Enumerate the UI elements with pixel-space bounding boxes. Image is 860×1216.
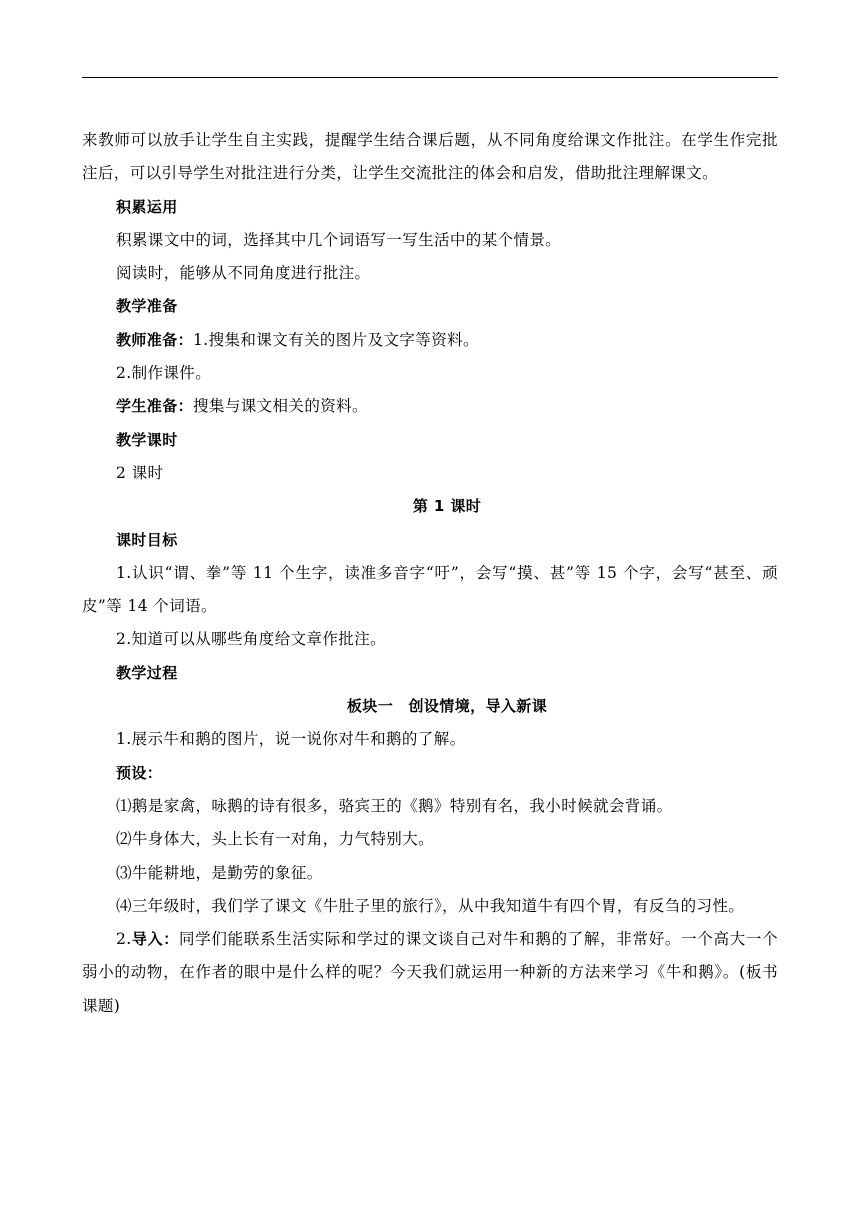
preset-label: 预设：	[116, 763, 163, 782]
step-2-label: 导入：	[131, 930, 179, 949]
teacher-preparation-item-2: 2.制作课件。	[116, 364, 212, 383]
accumulate-line-2: 阅读时，能够从不同角度进行批注。	[116, 264, 371, 283]
preset-item-4: ⑷三年级时，我们学了课文《牛肚子里的旅行》，从中我知道牛有四个胃，有反刍的习性。	[116, 896, 745, 915]
hours-heading: 教学课时	[116, 430, 178, 449]
goal-1: 1.认识“谓、拳”等 11 个生字，读准多音字“吁”，会写“摸、甚”等 15 个字，会写“甚至、顽皮”等 14 个词语。	[82, 563, 778, 616]
teacher-preparation-label: 教师准备：	[116, 330, 194, 349]
student-preparation-label: 学生准备：	[116, 397, 194, 416]
preset-item-3: ⑶牛能耕地，是勤劳的象征。	[116, 863, 323, 882]
preset-item-1: ⑴鹅是家禽，咏鹅的诗有很多，骆宾王的《鹅》特别有名，我小时候就会背诵。	[116, 796, 673, 815]
document-body	[82, 124, 778, 1023]
step-2	[82, 923, 778, 1023]
teacher-preparation	[82, 324, 778, 357]
continuation-paragraph: 来教师可以放手让学生自主实践，提醒学生结合课后题，从不同角度给课文作批注。在学生作完批注后，可以引导学生对批注进行分类，让学生交流批注的体会和启发，借助批注理解课文。	[82, 131, 778, 183]
step-1: 1.展示牛和鹅的图片，说一说你对牛和鹅的了解。	[116, 730, 466, 749]
step-2-number: 2.	[116, 930, 132, 949]
teacher-preparation-item-1: 1.搜集和课文有关的图片及文字等资料。	[193, 330, 479, 349]
goals-heading: 课时目标	[116, 530, 178, 549]
student-preparation	[82, 390, 778, 423]
process-heading: 教学过程	[116, 663, 178, 682]
header-rule	[82, 77, 778, 78]
accumulate-line-1: 积累课文中的词，选择其中几个词语写一写生活中的某个情景。	[116, 230, 562, 249]
accumulate-heading: 积累运用	[116, 197, 178, 216]
preset-item-2: ⑵牛身体大，头上长有一对角，力气特别大。	[116, 830, 435, 849]
student-preparation-text: 搜集与课文相关的资料。	[193, 397, 368, 416]
goal-2: 2.知道可以从哪些角度给文章作批注。	[116, 630, 386, 649]
lesson-1-title: 第 1 课时	[412, 497, 482, 516]
hours-value: 2 课时	[116, 463, 164, 482]
step-2-text: 同学们能联系生活实际和学过的课文谈自己对牛和鹅的了解，非常好。一个高大一个弱小的动物，在作者的眼中是什么样的呢？今天我们就运用一种新的方法来学习《牛和鹅》。(板书课题)	[82, 930, 778, 1015]
block-1-title: 板块一 创设情境，导入新课	[346, 697, 548, 716]
preparation-heading: 教学准备	[116, 297, 178, 316]
